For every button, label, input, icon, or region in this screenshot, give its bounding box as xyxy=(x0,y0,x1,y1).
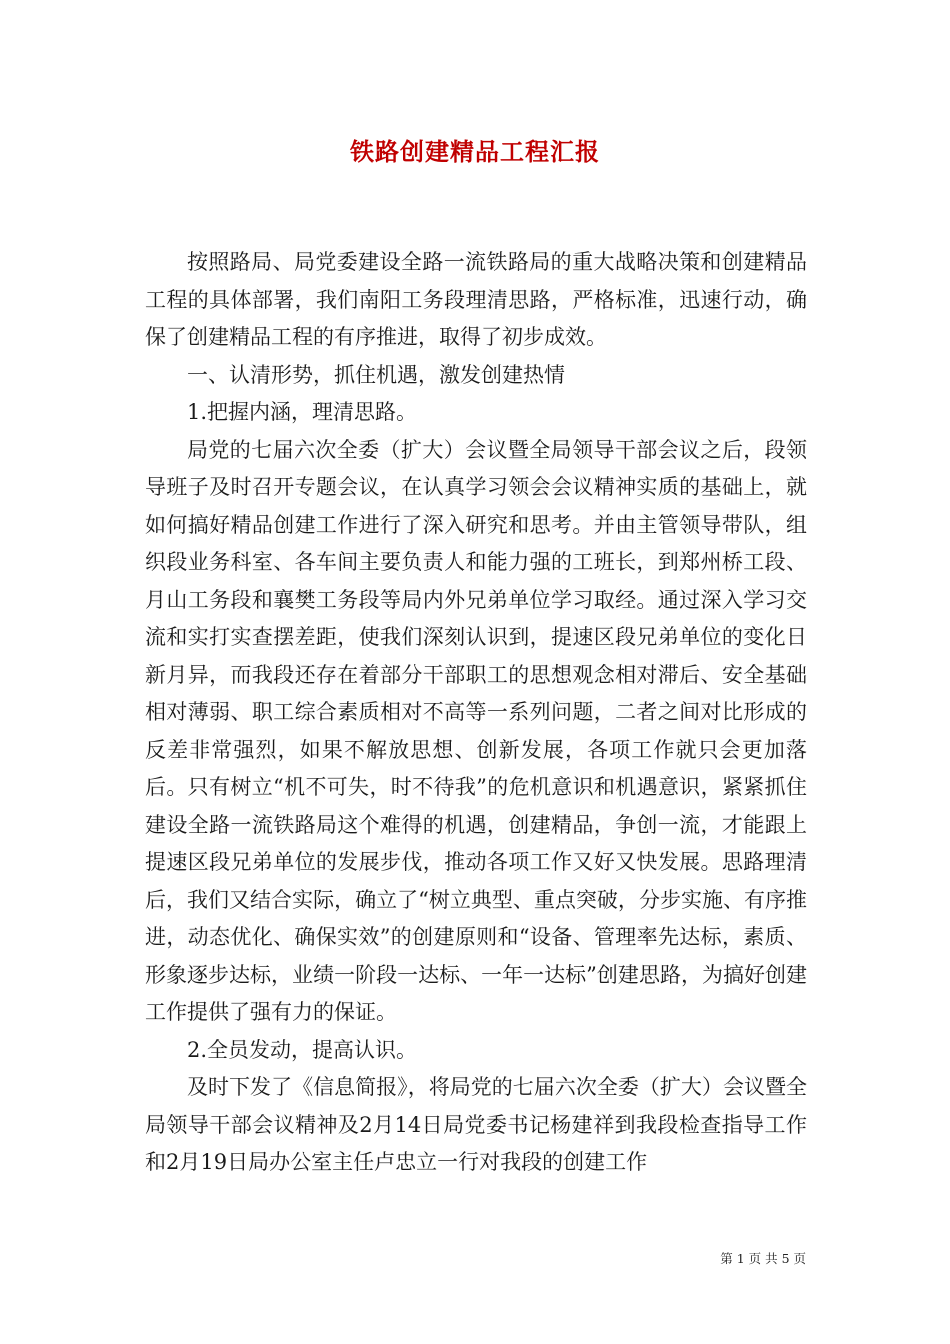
subheading-1-2: 2.全员发动，提高认识。 xyxy=(187,1037,418,1062)
section-heading-1: 一、认清形势，抓住机遇，激发创建热情 xyxy=(187,362,565,387)
paragraph-1-1: 局党的七届六次全委（扩大）会议暨全局领导干部会议之后，段领导班子及时召开专题会议，在认真学习领会会议精神实质的基础上，就如何搞好精品创建工作进行了深入研究和思考。并由主管领导带队，组织段业务科室、各车间主要负责人和能力强的工班长，到郑州桥工段、月山工务段和襄樊工务段等局内外兄弟单位学习取经。通过深入学习交流和实打实查摆差距，使我们深刻认识到，提速区段兄弟单位的变化日新月异，而我段还存在着部分干部职工的思想观念相对滞后、安全基础相对薄弱、职工综合素质相对不高等一系列问题，二者之间对比形成的反差非常强烈，如果不解放思想、创新发展，各项工作就只会更加落后。只有树立“机不可失，时不待我”的危机意识和机遇意识，紧紧抓住建设全路一流铁路局这个难得的机遇，创建精品，争创一流，才能跟上提速区段兄弟单位的发展步伐，推动各项工作又好又快发展。思路理清后，我们又结合实际，确立了“树立典型、重点突破，分步实施、有序推进，动态优化、确保实效”的创建原则和“设备、管理率先达标，素质、形象逐步达标，业绩一阶段一达标、一年一达标”创建思路，为搞好创建工作提供了强有力的保证。 xyxy=(145,437,807,1024)
subheading-1-1: 1.把握内涵，理清思路。 xyxy=(187,400,418,424)
document-body xyxy=(145,244,807,1182)
page-number-footer: 第 1 页 共 5 页 xyxy=(720,1251,806,1266)
document-title: 铁路创建精品工程汇报 xyxy=(350,137,600,166)
paragraph-intro: 按照路局、局党委建设全路一流铁路局的重大战略决策和创建精品工程的具体部署，我们南阳工务段理清思路，严格标准，迅速行动，确保了创建精品工程的有序推进，取得了初步成效。 xyxy=(145,250,807,349)
paragraph-1-2: 及时下发了《信息简报》，将局党的七届六次全委（扩大）会议暨全局领导干部会议精神及2月14日局党委书记杨建祥到我段检查指导工作和2月19日局办公室主任卢忠立一行对我段的创建工作 xyxy=(145,1075,807,1174)
